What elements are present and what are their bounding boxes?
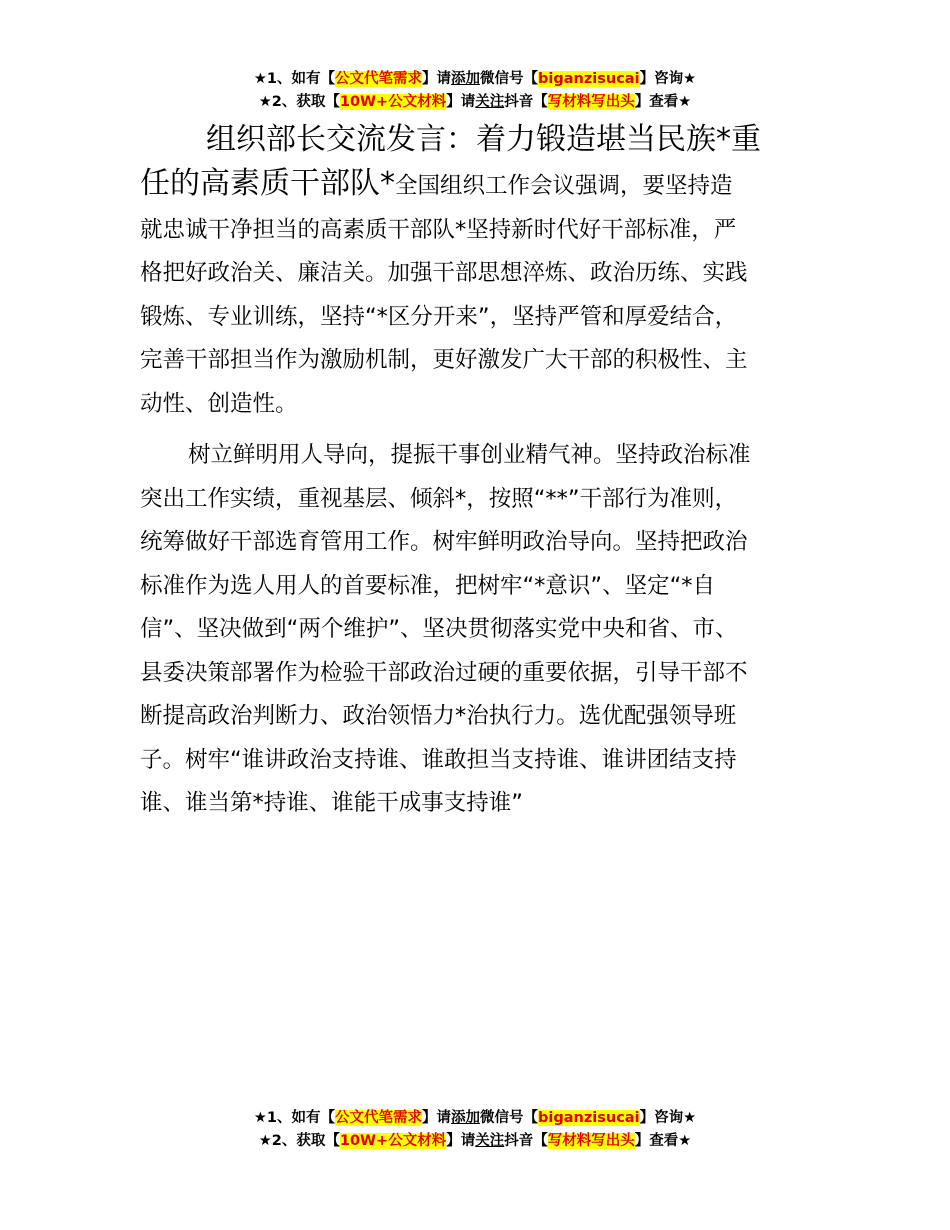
footer-highlight-douyin: 写材料写出头 bbox=[547, 1133, 635, 1149]
paragraph-2-line: 断提高政治判断力、政治领悟力*治执行力。选优配强领导班 bbox=[140, 703, 737, 729]
footer-banner bbox=[0, 1107, 950, 1153]
banner-highlight-douyin: 写材料写出头 bbox=[547, 94, 635, 110]
paragraph-2 bbox=[140, 434, 840, 826]
footer-line-2: ★2、获取【10W+公文材料】请关注抖音【写材料写出头】查看★ bbox=[258, 1133, 692, 1149]
paragraph-1-line: 就忠诚干净担当的高素质干部队*坚持新时代好干部标准，严 bbox=[140, 216, 737, 243]
footer-highlight-materials: 10W+公文材料 bbox=[339, 1133, 447, 1149]
banner-highlight-service: 公文代笔需求 bbox=[335, 71, 423, 87]
paragraph-2-line: 树立鲜明用人导向，提振干事创业精气神。坚持政治标准 bbox=[188, 442, 751, 468]
title-and-paragraph-line bbox=[140, 162, 840, 209]
document-body bbox=[140, 118, 840, 826]
banner-highlight-wechat-id: biganzisucai bbox=[538, 71, 640, 87]
paragraph-2-line: 县委决策部署作为检验干部政治过硬的重要依据，引导干部不 bbox=[140, 659, 748, 686]
paragraph-1-line: 完善干部担当作为激励机制，更好激发广大干部的积极性、主 bbox=[140, 347, 748, 373]
paragraph-2-line: 突出工作实绩，重视基层、倾斜*，按照“**”干部行为准则， bbox=[140, 485, 738, 512]
paragraph-2-line: 谁、谁当第*持谁、谁能干成事支持谁” bbox=[140, 790, 523, 816]
paragraph-1-line: 动性、创造性。 bbox=[140, 390, 298, 417]
banner-highlight-materials: 10W+公文材料 bbox=[339, 94, 447, 110]
paragraph-2-line: 统筹做好干部选育管用工作。树牢鲜明政治导向。坚持把政治 bbox=[140, 529, 748, 555]
banner-line-2: ★2、获取【10W+公文材料】请关注抖音【写材料写出头】查看★ bbox=[258, 94, 692, 110]
paragraph-1-line-1: 全国组织工作会议强调，要坚持造 bbox=[395, 173, 733, 199]
footer-line-1: ★1、如有【公文代笔需求】请添加微信号【biganzisucai】咨询★ bbox=[253, 1110, 697, 1126]
paragraph-2-line: 子。树牢“谁讲政治支持谁、谁敢担当支持谁、谁讲团结支持 bbox=[140, 746, 737, 773]
paragraph-1 bbox=[140, 209, 840, 427]
paragraph-1-line: 锻炼、专业训练，坚持“*区分开来”，坚持严管和厚爱结合， bbox=[140, 303, 738, 330]
paragraph-1-line: 格把好政治关、廉洁关。加强干部思想淬炼、政治历练、实践 bbox=[140, 260, 748, 286]
banner-line-1: ★1、如有【公文代笔需求】请添加微信号【biganzisucai】咨询★ bbox=[253, 71, 697, 87]
footer-highlight-service: 公文代笔需求 bbox=[335, 1110, 423, 1126]
document-title-line-2: 任的高素质干部队* bbox=[140, 166, 395, 201]
document-title-line-1: 组织部长交流发言：着力锻造堪当民族*重 bbox=[206, 122, 761, 157]
footer-highlight-wechat-id: biganzisucai bbox=[538, 1110, 640, 1126]
paragraph-2-line: 标准作为选人用人的首要标准，把树牢“*意识”、坚定“*自 bbox=[140, 572, 715, 599]
header-banner bbox=[0, 68, 950, 114]
paragraph-2-line: 信”、坚决做到“两个维护”、坚决贯彻落实党中央和省、市、 bbox=[140, 616, 738, 642]
